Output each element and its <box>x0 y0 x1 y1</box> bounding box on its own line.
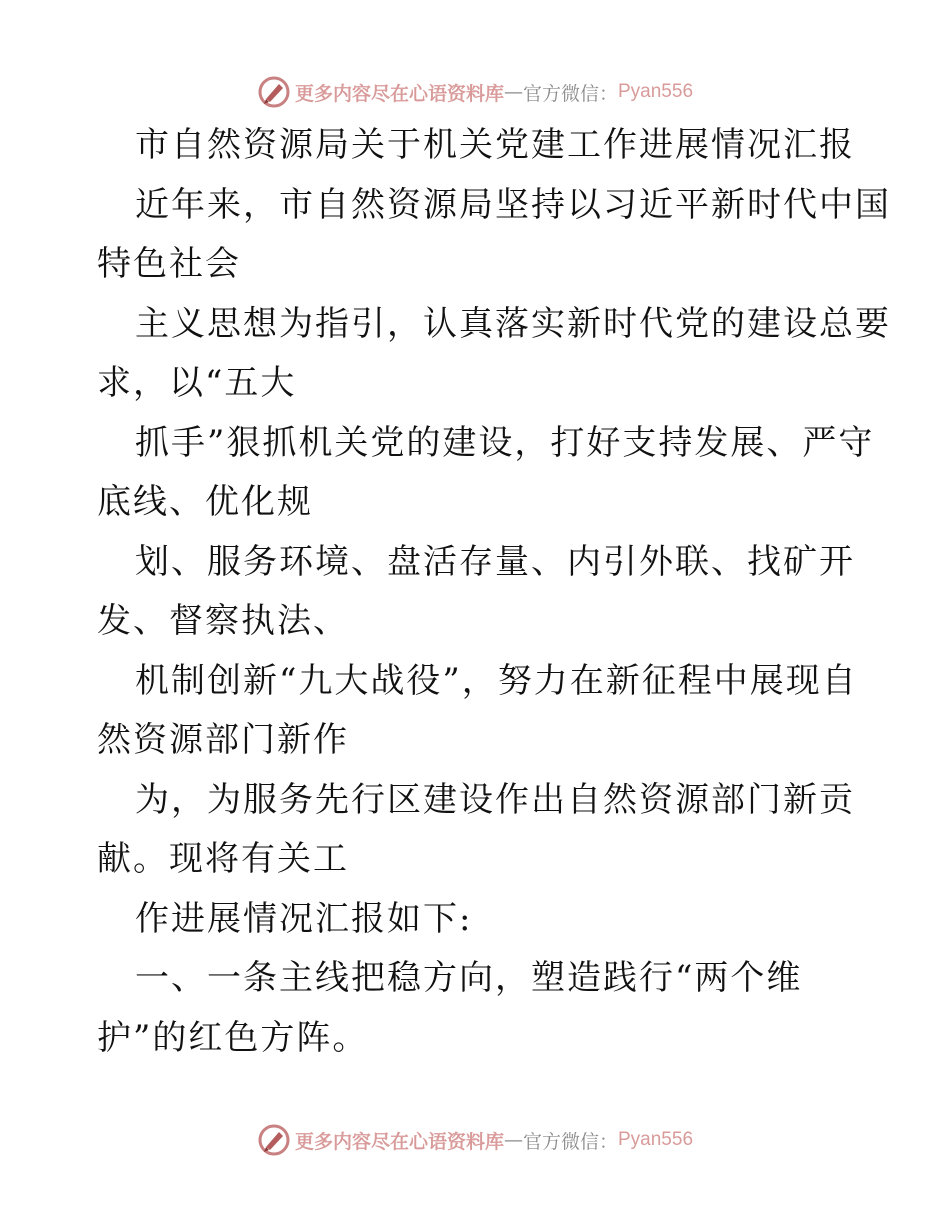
watermark-wechat-id: Pyan556 <box>618 81 694 102</box>
paragraph-line: 发、督察执法、 <box>97 601 349 641</box>
section-heading: 一、一条主线把稳方向，塑造践行“两个维 <box>135 958 803 998</box>
paragraph-line: 主义思想为指引，认真落实新时代党的建设总要 <box>135 303 891 344</box>
watermark-wechat-id: Pyan556 <box>618 1129 694 1150</box>
watermark-brand: 更多内容尽在心语资料库 <box>294 1130 504 1153</box>
pen-nib-logo-icon <box>257 75 291 109</box>
document-body <box>97 116 891 1068</box>
document-title: 市自然资源局关于机关党建工作进展情况汇报 <box>135 125 855 165</box>
paragraph-line: 然资源部门新作 <box>97 720 349 760</box>
watermark-separator: — <box>503 81 523 103</box>
watermark-separator: — <box>503 1129 523 1151</box>
paragraph-line: 作进展情况汇报如下: <box>135 898 473 939</box>
section-heading-continued: 护”的红色方阵。 <box>97 1017 369 1058</box>
paragraph-line: 机制创新“九大战役”，努力在新征程中展现自 <box>135 660 858 701</box>
paragraph-line: 底线、优化规 <box>97 482 313 522</box>
paragraph-line: 划、服务环境、盘活存量、内引外联、找矿开 <box>135 541 855 582</box>
watermark-wechat-label: 官方微信： <box>522 1130 618 1153</box>
header-watermark <box>0 72 950 112</box>
paragraph-line: 求，以“五大 <box>97 363 297 403</box>
footer-watermark <box>0 1120 950 1160</box>
paragraph-line: 为，为服务先行区建设作出自然资源部门新贡 <box>135 779 855 820</box>
paragraph-line: 特色社会 <box>97 244 241 284</box>
watermark-brand: 更多内容尽在心语资料库 <box>294 82 504 105</box>
pen-nib-logo-icon <box>257 1123 291 1157</box>
paragraph-line: 抓手”狠抓机关党的建设，打好支持发展、严守 <box>135 422 875 463</box>
watermark-wechat-label: 官方微信： <box>522 82 618 105</box>
paragraph-line: 近年来，市自然资源局坚持以习近平新时代中国 <box>135 184 891 225</box>
paragraph-line: 献。现将有关工 <box>97 839 349 879</box>
